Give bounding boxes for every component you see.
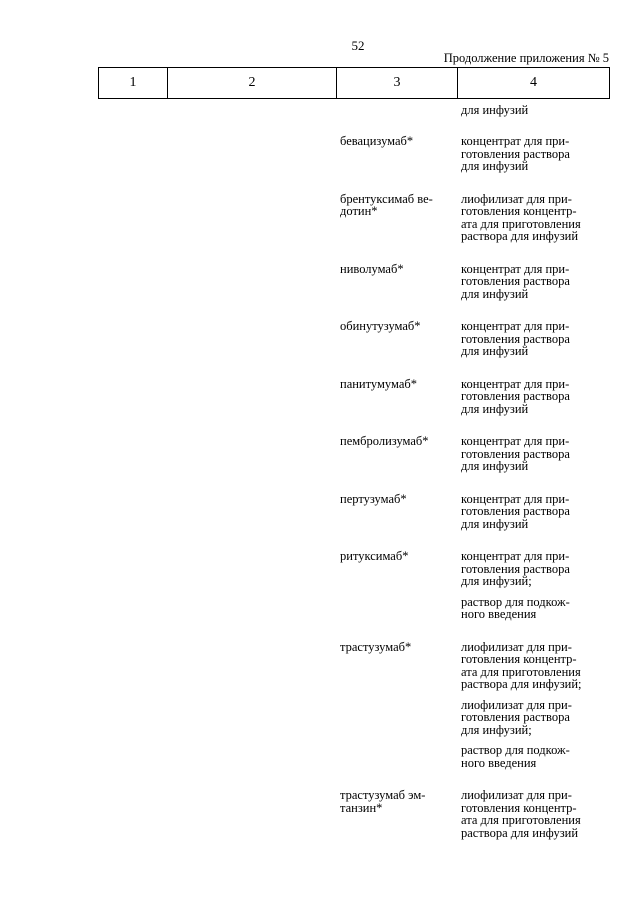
column-header-3: 3 xyxy=(337,68,458,99)
dosage-form: раствор для подкож- ного введения xyxy=(461,743,570,770)
drug-row xyxy=(0,135,640,173)
dosage-forms xyxy=(461,493,611,531)
drug-name: бевацизумаб* xyxy=(340,134,414,148)
continued-dosage-form: для инфузий xyxy=(461,103,529,117)
dosage-form: концентрат для при- готовления раствора для инфузий xyxy=(461,261,570,301)
dosage-form: лиофилизат для при- готовления раствора для инфузий; xyxy=(461,697,572,737)
dosage-form: раствор для подкож- ного введения xyxy=(461,594,570,621)
dosage-form: лиофилизат для при- готовления концентр- ата для приготовления раствора для инфузий; xyxy=(461,639,582,691)
dosage-forms xyxy=(461,435,611,473)
drug-list xyxy=(0,135,640,859)
dosage-forms xyxy=(461,378,611,416)
drug-row xyxy=(0,378,640,416)
dosage-form: лиофилизат для при- готовления концентр- ата для приготовления раствора для инфузий xyxy=(461,788,581,840)
drug-row xyxy=(0,641,640,770)
dosage-form: концентрат для при- готовления раствора для инфузий xyxy=(461,319,570,358)
column-header-1: 1 xyxy=(99,68,168,99)
drug-name: ритуксимаб* xyxy=(340,549,409,563)
dosage-forms xyxy=(461,641,611,770)
drug-name: трастузумаб эм- танзин* xyxy=(340,788,426,815)
drug-row xyxy=(0,193,640,243)
column-header-table xyxy=(98,67,610,99)
dosage-forms xyxy=(461,550,611,621)
column-header-2: 2 xyxy=(168,68,337,99)
dosage-forms xyxy=(461,789,611,839)
dosage-forms xyxy=(461,263,611,301)
drug-name: обинутузумаб* xyxy=(340,319,421,333)
dosage-forms xyxy=(461,320,611,358)
page-number: 52 xyxy=(351,38,365,53)
appendix-note: Продолжение приложения № 5 xyxy=(443,51,609,65)
drug-row xyxy=(0,789,640,839)
drug-row xyxy=(0,550,640,621)
drug-name: брентуксимаб ве- дотин* xyxy=(340,191,433,218)
drug-row xyxy=(0,435,640,473)
dosage-form: концентрат для при- готовления раствора для инфузий; xyxy=(461,549,570,588)
dosage-form: концентрат для при- готовления раствора для инфузий xyxy=(461,434,570,473)
drug-name: пембролизумаб* xyxy=(340,434,429,448)
dosage-forms xyxy=(461,193,611,243)
drug-name: пертузумаб* xyxy=(340,491,407,506)
drug-row xyxy=(0,263,640,301)
drug-row xyxy=(0,320,640,358)
dosage-form: концентрат для при- готовления раствора для инфузий xyxy=(461,376,570,416)
drug-name: панитумумаб* xyxy=(340,376,417,391)
dosage-form: концентрат для при- готовления раствора для инфузий xyxy=(461,491,570,531)
column-header-row xyxy=(99,68,610,99)
drug-name: трастузумаб* xyxy=(340,639,412,654)
column-header-4: 4 xyxy=(458,68,610,99)
dosage-form: концентрат для при- готовления раствора для инфузий xyxy=(461,134,570,173)
drug-name: ниволумаб* xyxy=(340,261,404,276)
drug-row xyxy=(0,493,640,531)
dosage-form: лиофилизат для при- готовления концентр- ата для приготовления раствора для инфузий xyxy=(461,191,581,243)
dosage-forms xyxy=(461,135,611,173)
